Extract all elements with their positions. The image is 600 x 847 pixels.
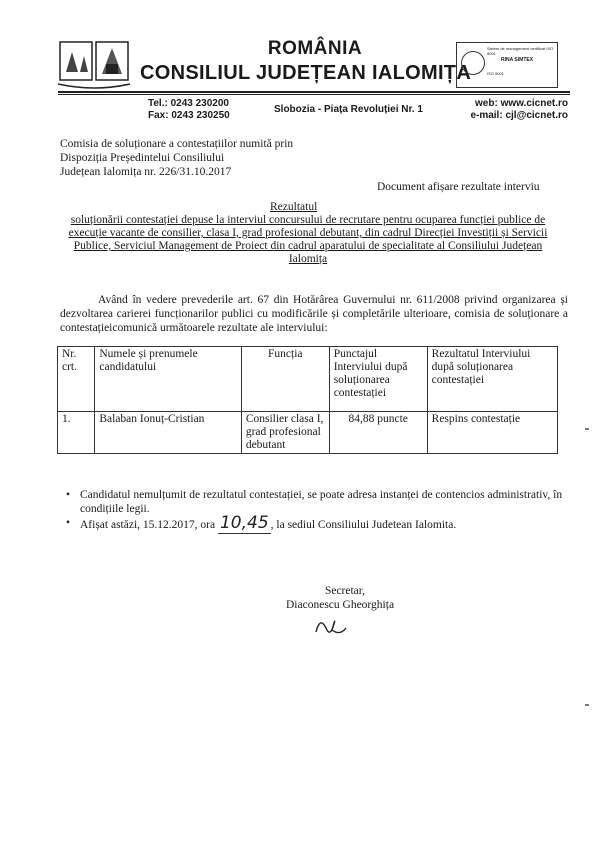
- handwritten-signature-icon: [310, 610, 350, 640]
- institution-title: CONSILIUL JUDEȚEAN IALOMIȚA: [140, 62, 472, 84]
- web-block: [440, 98, 568, 122]
- phone-block: [148, 98, 230, 122]
- legal-paragraph: Având în vedere prevederile art. 67 din Hotărârea Guvernului nr. 611/2008 privind organizarea și dezvoltarea carierei funcționarilor publici cu modificările și completările ulterioare, comisia de soluționare a contestațieicomunică următoarele rezultate ale interviului:: [60, 294, 568, 334]
- cell-function: Consilier clasa I, grad profesional debutant: [241, 412, 329, 454]
- handwritten-time: 10,45: [219, 513, 269, 533]
- header-divider: [58, 91, 570, 93]
- phone-number: Tel.: 0243 230200: [148, 98, 229, 109]
- table-row: [58, 412, 558, 454]
- cell-name: Balaban Ionuț-Cristian: [95, 412, 241, 454]
- result-title: Rezultatul: [270, 201, 318, 213]
- certification-logo-icon: [461, 51, 485, 75]
- header-divider-thin: [58, 94, 570, 95]
- margin-mark: [585, 704, 589, 706]
- header-nr: Nr. crt.: [58, 347, 95, 412]
- header-score: Punctajul Interviului după soluționarea contestației: [329, 347, 427, 412]
- cell-result: Respins contestație: [427, 412, 557, 454]
- cell-nr: 1.: [58, 412, 95, 454]
- address: Slobozia - Piața Revoluției Nr. 1: [274, 104, 423, 115]
- bullet-appeal: • Candidatul nemulțumit de rezultatul contestației, se poate adresa instanței de contencios administrativ, în condițiile legii.: [66, 489, 563, 515]
- certification-badge: Sistem de management certificat ISO 9001 RINA SIMTEX ISO 9001: [456, 42, 558, 88]
- fax-number: Fax: 0243 230250: [148, 110, 230, 121]
- result-subject: soluționării contestației depuse la interviul concursului de recrutare pentru ocuparea funcției publice de execuție vacante de consilier, clasa I, grad profesional debutant, din cadrul Direcției Investiții și Servicii Publice, Serviciul Management de Proiect din cadrul aparatului de specialitate al Consiliului Județean Ialomița: [68, 214, 548, 265]
- table-header-row: [58, 347, 558, 412]
- cell-score: 84,88 puncte: [329, 412, 427, 454]
- margin-mark: [585, 428, 589, 430]
- header-function: Funcția: [241, 347, 329, 412]
- bullet-posted: • Afișat astăzi, 15.12.2017, ora 10,45 , la sediul Consiliului Judetean Ialomita.: [66, 513, 457, 533]
- bullet-icon: •: [66, 489, 71, 501]
- signature-name: Diaconescu Gheorghița: [286, 599, 395, 611]
- signature-block: [286, 584, 395, 612]
- country-title: ROMÂNIA: [267, 38, 363, 59]
- signature-role: Secretar,: [324, 585, 366, 597]
- bullet-icon: •: [66, 517, 71, 529]
- website: web: www.cicnet.ro: [475, 98, 568, 109]
- commission-block: Comisia de soluționare a contestațiilor numită prin Dispoziția Președintelui Consiliului Județean Ialomița nr. 226/31.10.2017: [60, 138, 294, 178]
- results-table: [57, 346, 558, 454]
- document-type: Document afișare rezultate interviu: [377, 181, 540, 193]
- email: e-mail: cjl@cicnet.ro: [470, 110, 568, 121]
- header-result: Rezultatul Interviului după soluționarea contestației: [427, 347, 557, 412]
- header-name: Numele și prenumele candidatului: [95, 347, 241, 412]
